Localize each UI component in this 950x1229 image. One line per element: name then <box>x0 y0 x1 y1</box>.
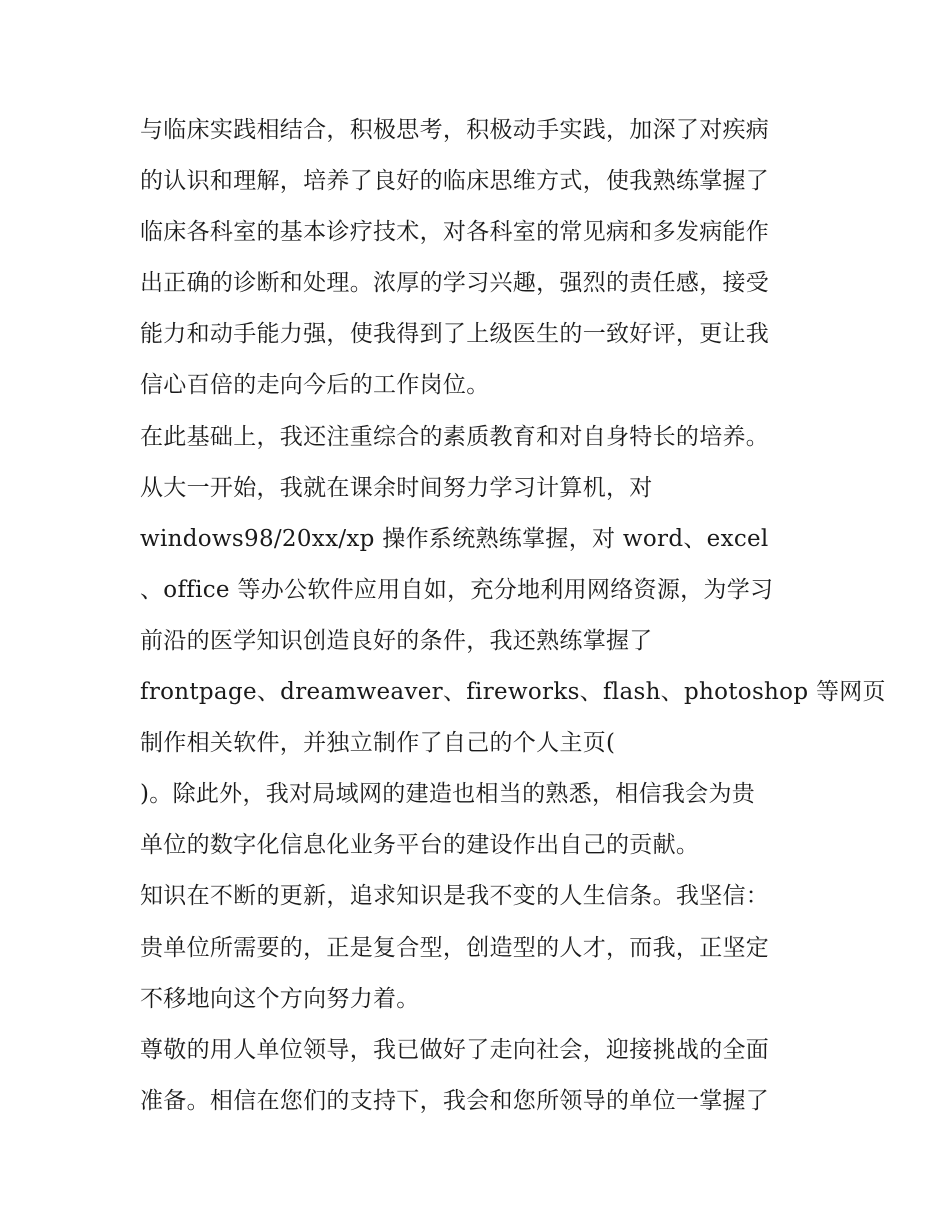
text-line: 制作相关软件，并独立制作了自己的个人主页( <box>140 730 616 757</box>
text-line: 、office 等办公软件应用自如，充分地利用网络资源，为学习 <box>140 576 774 603</box>
text-line: 与临床实践相结合，积极思考，积极动手实践，加深了对疾病 <box>140 117 770 143</box>
text-line: 知识在不断的更新，追求知识是我不变的人生信条。我坚信： <box>140 883 770 910</box>
text-line: 临床各科室的基本诊疗技术，对各科室的常见病和多发病能作 <box>140 219 770 246</box>
text-line: 信心百倍的走向今后的工作岗位。 <box>140 372 490 399</box>
text-line: 前沿的医学知识创造良好的条件，我还熟练掌握了 <box>140 627 653 654</box>
text-line: windows98/20xx/xp 操作系统熟练掌握，对 word、excel <box>140 525 769 552</box>
text-line: 贵单位所需要的，正是复合型，创造型的人才，而我，正坚定 <box>140 934 770 961</box>
body-text <box>140 105 886 1127</box>
text-line: 从大一开始，我就在课余时间努力学习计算机，对 <box>140 474 653 501</box>
text-line: 能力和动手能力强，使我得到了上级医生的一致好评，更让我 <box>140 321 770 348</box>
text-line: 单位的数字化信息化业务平台的建设作出自己的贡献。 <box>140 832 700 859</box>
text-line: 准备。相信在您们的支持下，我会和您所领导的单位一掌握了 <box>140 1087 770 1114</box>
text-line: 尊敬的用人单位领导，我已做好了走向社会，迎接挑战的全面 <box>140 1036 770 1063</box>
text-line: frontpage、dreamweaver、fireworks、flash、photoshop 等网页 <box>140 679 886 706</box>
text-line: 的认识和理解，培养了良好的临床思维方式，使我熟练掌握了 <box>140 168 770 195</box>
text-line: )。除此外，我对局域网的建造也相当的熟悉，相信我会为贵 <box>140 781 756 808</box>
text-line: 不移地向这个方向努力着。 <box>140 985 420 1012</box>
text-line: 出正确的诊断和处理。浓厚的学习兴趣，强烈的责任感，接受 <box>140 270 770 297</box>
text-line: 在此基础上，我还注重综合的素质教育和对自身特长的培养。 <box>140 423 770 450</box>
